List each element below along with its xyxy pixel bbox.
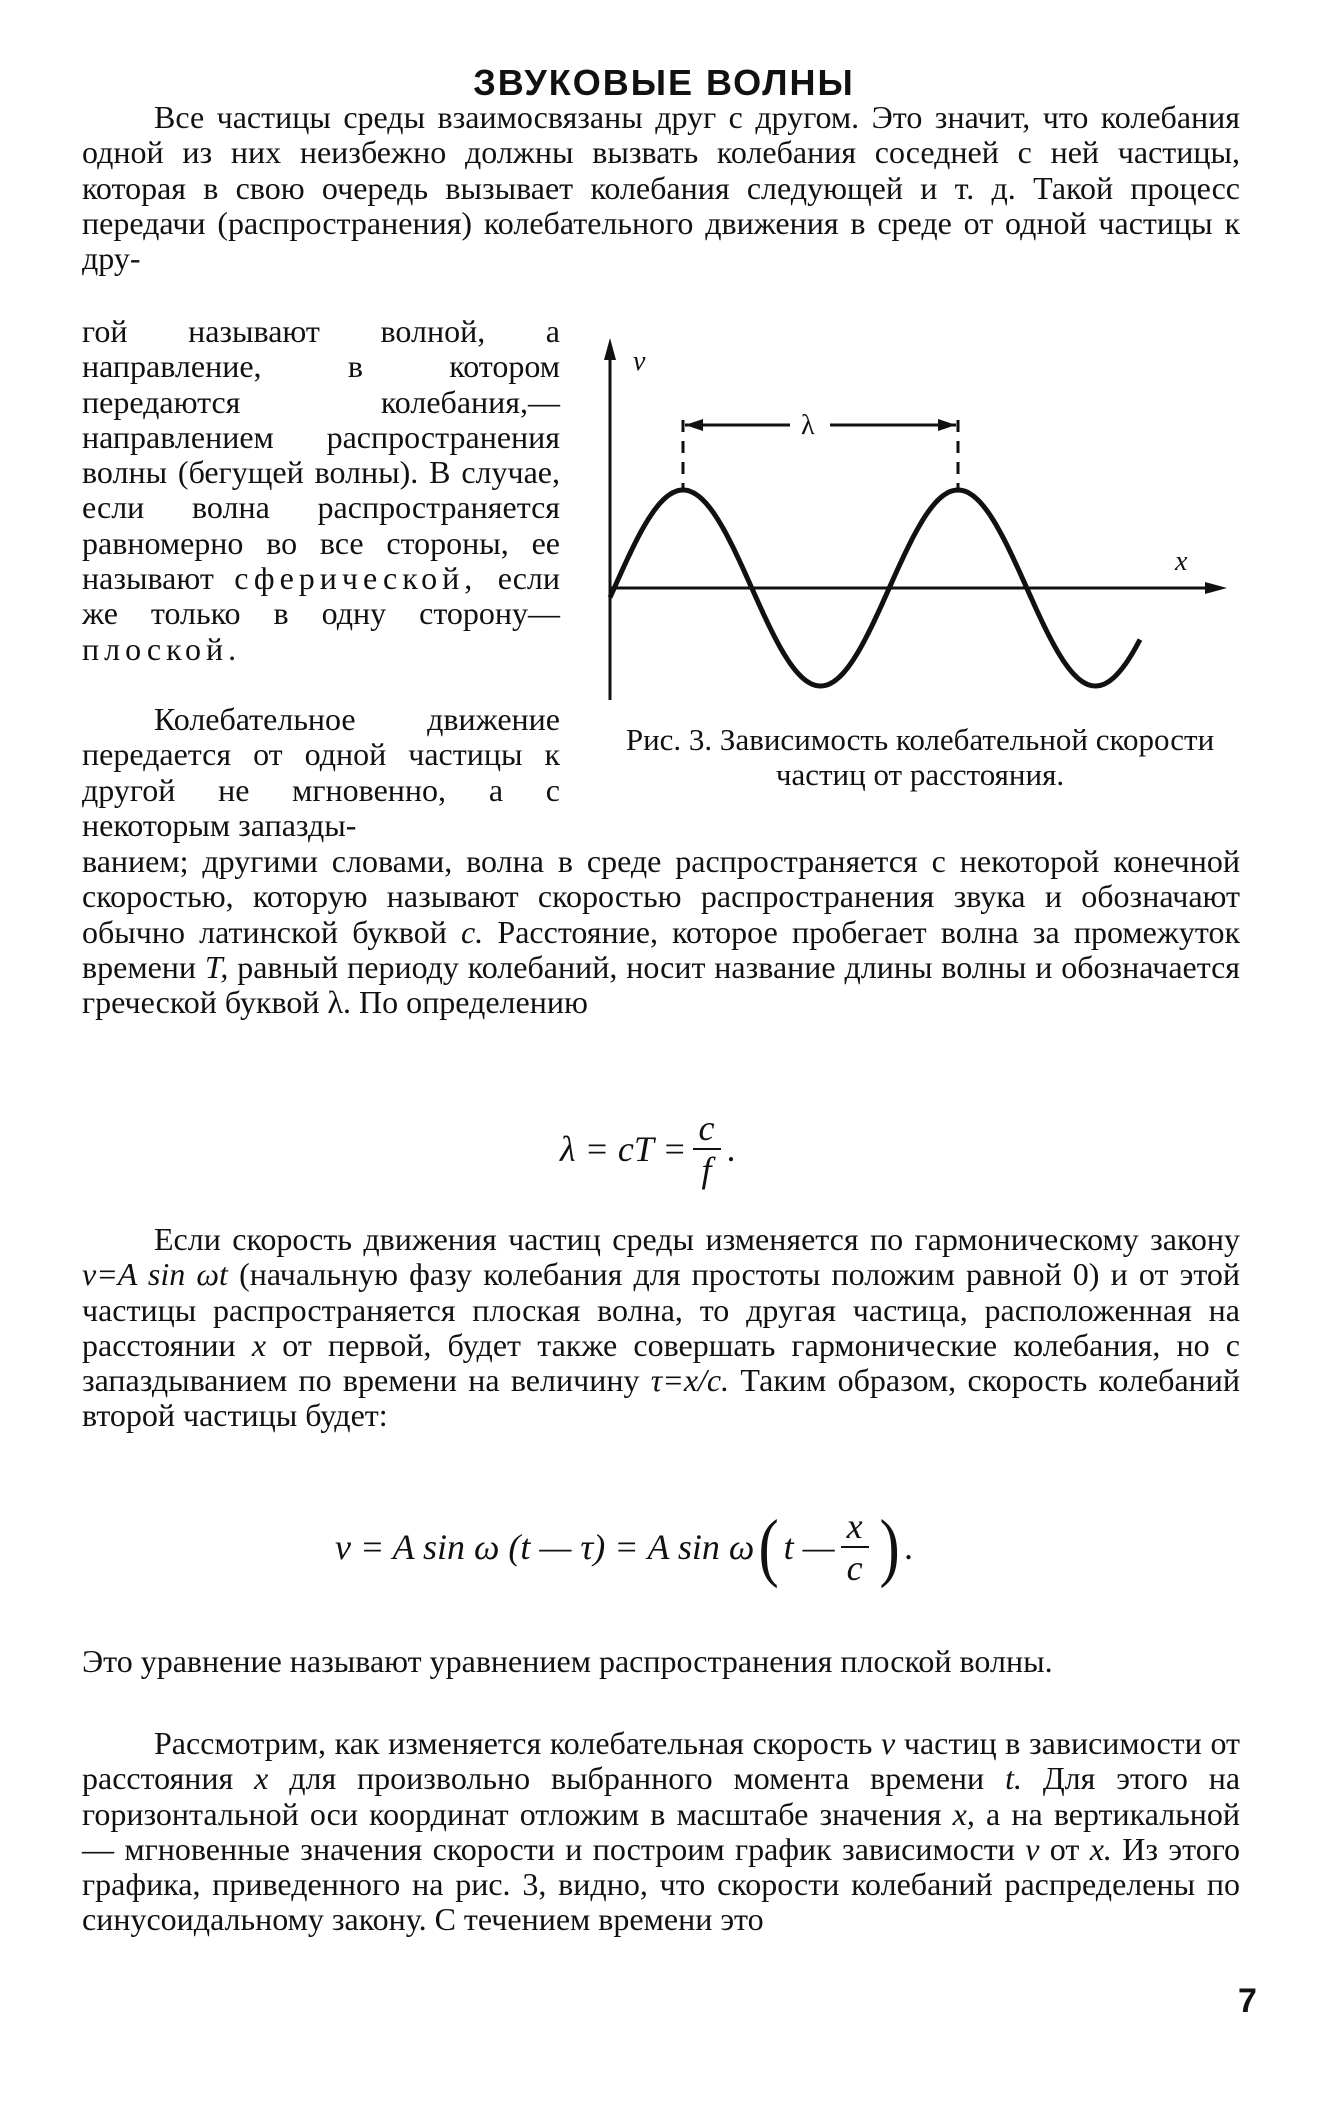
formula-2-period: . — [903, 1527, 913, 1567]
delay-expression: τ=x/c. — [650, 1362, 730, 1399]
paragraph-4 — [82, 1644, 1240, 1679]
page-number: 7 — [1238, 1982, 1257, 2020]
term-spherical: сферической, — [234, 560, 478, 597]
v-axis-arrowhead — [604, 338, 616, 360]
symbol-v: v — [881, 1725, 896, 1761]
paragraph-2-rest-a: ванием; другими словами, волна в среде распространяется с некоторой конечной скоростью, которую называют скоростью распространения звука и обозначают обычно латинской буквой — [82, 843, 1240, 950]
symbol-T: T, — [204, 948, 229, 985]
paragraph-5 — [82, 1726, 1240, 1938]
paragraph-1-side-text-2: если же только в одну сторону— — [82, 560, 560, 632]
formula-2-t: t — — [783, 1527, 835, 1567]
formula-wavelength — [560, 1108, 736, 1190]
paragraph-5-b: частиц в зависимости от расстояния — [82, 1725, 1241, 1797]
paragraph-2-rest-b: Расстояние, которое пробегает волна за промежуток времени — [82, 913, 1241, 985]
paragraph-5-d: Для этого на горизонтальной оси координат отложим в масштабе значения — [82, 1760, 1241, 1832]
wavelength-arrow-left — [685, 419, 703, 431]
paragraph-1-top — [82, 100, 1240, 276]
paragraph-2-side-text: Колебательное движение передается от одной частицы к другой не мгновенно, а с некоторым запазды- — [82, 701, 560, 843]
paragraph-3-d: Таким образом, скорость колебаний второй частицы будет: — [82, 1362, 1241, 1434]
paragraph-1-side — [82, 314, 560, 667]
formula-2-numerator: x — [841, 1506, 869, 1548]
formula-plane-wave — [335, 1506, 913, 1588]
paragraph-3-a: Если скорость движения частиц среды изменяется по гармоническому закону — [154, 1221, 1240, 1257]
paragraph-2-rest-c: равный периоду колебаний, носит название длины волны и обозначается греческой буквой λ. По определению — [82, 948, 1241, 1021]
paragraph-2-side — [82, 702, 560, 843]
symbol-x: x — [251, 1326, 267, 1363]
symbol-t: t. — [1005, 1760, 1022, 1797]
paragraph-4-text: Это уравнение называют уравнением распространения плоской волны. — [82, 1643, 1053, 1679]
figure-3-sine-wave — [595, 330, 1235, 710]
paragraph-5-g: Из этого графика, приведенного на рис. 3, видно, что скорости колебаний распределены по синусоидальному закону. С течением времени это — [82, 1830, 1241, 1938]
paragraph-2-rest — [82, 844, 1240, 1020]
formula-1-lhs: λ = cT = — [560, 1129, 687, 1169]
paragraph-5-e: а на вертикальной — мгновенные значения скорости и построим график зависимости — [82, 1795, 1241, 1867]
paragraph-3-c: от первой, будет также совершать гармонические колебания, но с запаздыванием по времени на величину — [82, 1326, 1241, 1399]
harmonic-law: v=A sin ωt — [82, 1256, 228, 1293]
formula-2-open-paren: ( — [758, 1505, 780, 1589]
v-axis-label: v — [633, 346, 646, 377]
formula-2-denominator: c — [846, 1548, 863, 1588]
formula-1-numerator: c — [693, 1108, 721, 1150]
symbol-v-2: v — [1025, 1830, 1040, 1867]
chapter-title: ЗВУКОВЫЕ ВОЛНЫ — [473, 62, 855, 103]
paragraph-3-b: (начальную фазу колебания для простоты положим равной 0) и от этой частицы распространяется плоская волна, то другая частица, расположенная на расстоянии — [82, 1256, 1241, 1363]
paragraph-3 — [82, 1222, 1240, 1434]
symbol-x-4: x. — [1089, 1830, 1112, 1867]
wavelength-arrow-right — [938, 419, 956, 431]
paragraph-5-a: Рассмотрим, как изменяется колебательная скорость — [154, 1725, 873, 1761]
formula-1-fraction — [693, 1108, 721, 1190]
figure-3-caption: Рис. 3. Зависимость колебательной скорости частиц от расстояния. — [625, 722, 1215, 792]
formula-2-fraction — [841, 1506, 869, 1588]
formula-1-denominator: f — [701, 1150, 712, 1190]
term-plane: плоской. — [82, 630, 242, 667]
x-axis-label: x — [1175, 546, 1188, 577]
formula-2-part1: v = A sin ω (t — τ) = A sin ω — [335, 1527, 755, 1567]
symbol-c: c. — [461, 913, 484, 950]
formula-2-close-paren: ) — [879, 1505, 900, 1589]
x-axis-arrowhead — [1205, 582, 1227, 594]
formula-1-period: . — [726, 1129, 736, 1169]
paragraph-5-f: от — [1049, 1830, 1080, 1867]
paragraph-1-side-text: гой называют волной, а направление, в котором передаются колебания,—направлением распространения волны (бегущей волны). В случае, если волна распространяется равномерно во все стороны, ее называют — [82, 313, 560, 597]
symbol-x-2: x — [254, 1760, 269, 1797]
wavelength-label: λ — [801, 410, 815, 441]
symbol-x-3: x, — [952, 1795, 975, 1832]
paragraph-1-top-text: Все частицы среды взаимосвязаны друг с другом. Это значит, что колебания одной из них неизбежно должны вызвать колебания соседней с ней частицы, которая в свою очередь вызывает колебания следующей и т. д. Такой процесс передачи (распространения) колебательного движения в среде от одной частицы к дру- — [82, 99, 1240, 277]
paragraph-5-c: для произвольно выбранного момента времени — [289, 1760, 985, 1797]
